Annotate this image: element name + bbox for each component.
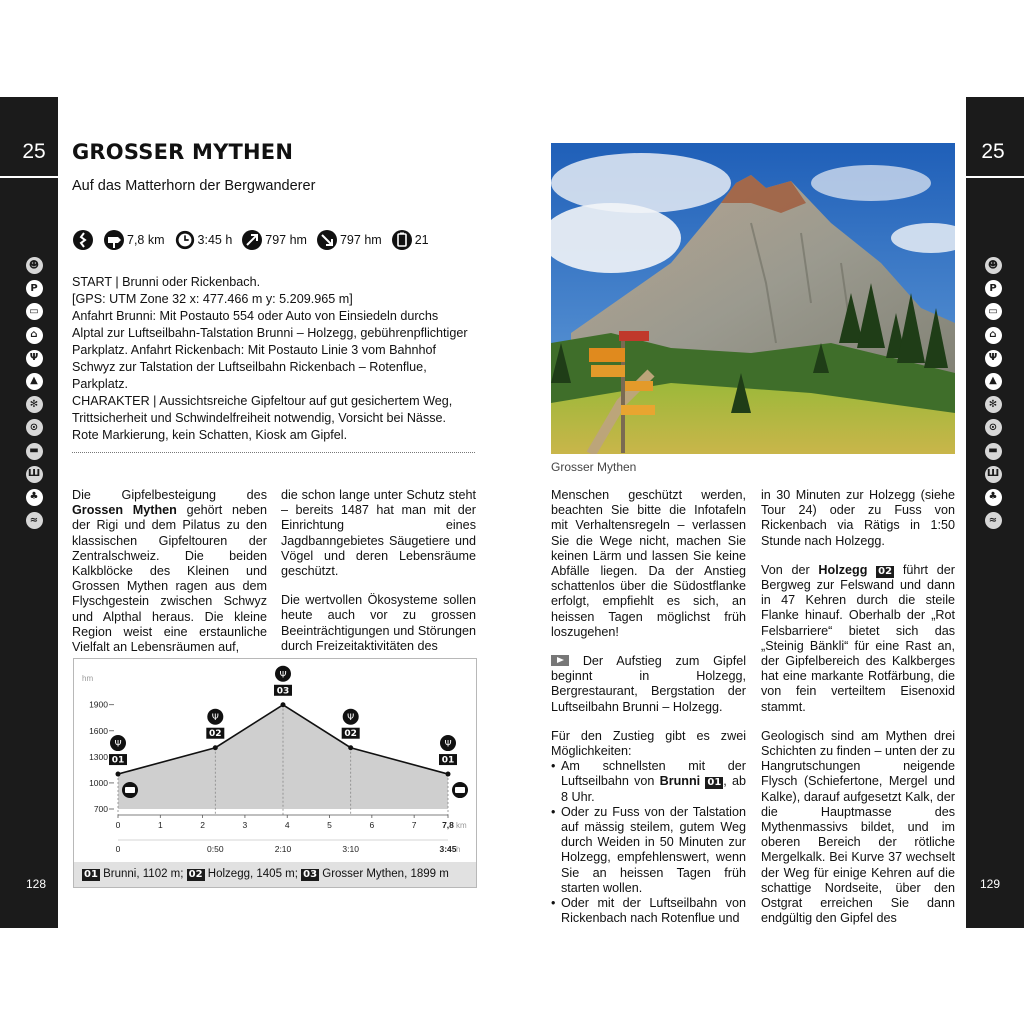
restaurant-icon: Ψ xyxy=(985,350,1002,367)
clock-icon xyxy=(174,229,196,251)
y-tick-label: 1000 xyxy=(89,777,108,788)
elevation-point xyxy=(116,772,121,777)
legend-label-1: 01 xyxy=(84,869,98,880)
text-column-2 xyxy=(281,488,476,668)
x-tick-label: 4 xyxy=(284,820,290,830)
x-unit-label: km xyxy=(456,821,467,830)
parking-icon: P xyxy=(26,280,43,297)
x-tick-label: 1 xyxy=(157,820,163,830)
stat-days: 21 xyxy=(414,233,429,247)
stat-time: 3:45 h xyxy=(197,233,233,247)
list-item: • Oder mit der Luftseilbahn von Rickenbach nach Rotenflue und xyxy=(561,896,746,926)
text-column-3 xyxy=(551,488,746,926)
legend-label-3: 03 xyxy=(303,869,318,880)
waypoint-label: 01 xyxy=(441,755,455,766)
legend-text-2: Holzegg, 1405 m; xyxy=(207,868,298,880)
bus-icon: ▭ xyxy=(26,303,43,320)
photo-caption: Grosser Mythen xyxy=(551,460,637,474)
time-tick-label: 2:10 xyxy=(274,844,292,854)
waypoint-badge: 02 xyxy=(878,565,893,577)
col4-paragraph-1: in 30 Minuten zur Holzegg (siehe Tour 24) oder zu Fuss von Rickenbach via Rätigs in 1:50 Stunde nach Holzegg. xyxy=(761,488,955,548)
waypoint-label: 02 xyxy=(344,729,357,740)
tour-number-left: 25 xyxy=(22,140,46,163)
y-tick-label: 1300 xyxy=(89,751,108,762)
calendar-icon xyxy=(391,229,413,251)
col3-li1-bold: Brunni xyxy=(659,774,701,789)
x-tick-label: 7,8 xyxy=(442,820,454,830)
waypoint-label: 02 xyxy=(209,729,222,740)
x-tick-label: 3 xyxy=(242,820,248,830)
title-rule-right xyxy=(966,176,1024,178)
access-options-list xyxy=(551,759,746,926)
time-tick-label: 3:45 xyxy=(439,844,457,854)
col4-p2-post: führt der Bergweg zur Felswand und dann in 47 Kehren durch die steile Flanke hinauf. Oberhalb der „Rot Felsbarriere“ bietet sich das „Steinig Bänkli“ für eine Rast an, der Gipfelbereich des Kalkberges hat eine markante Rotfärbung, die von fein verteiltem Eisenoxid stammt. xyxy=(761,562,955,714)
waypoint-label: 01 xyxy=(111,755,125,766)
bicycle-icon: ⊙ xyxy=(985,419,1002,436)
elevation-point xyxy=(281,702,286,707)
summit-triangle-icon: ▲ xyxy=(26,373,43,390)
x-tick-label: 7 xyxy=(411,820,417,830)
start-line: START | Brunni oder Rickenbach. xyxy=(72,275,261,289)
col1-bold-name: Grossen Mythen xyxy=(72,503,177,518)
ascent-arrow-icon xyxy=(241,229,263,251)
page-number-right: 129 xyxy=(980,877,1001,891)
time-tick-label: 0:50 xyxy=(207,844,224,854)
bicycle-icon: ⊙ xyxy=(26,419,43,436)
bear-face-icon: ☻ xyxy=(26,257,43,274)
stats-row xyxy=(72,228,429,252)
dotted-separator xyxy=(72,452,475,453)
bed-icon: ▬ xyxy=(985,443,1002,460)
x-tick-label: 6 xyxy=(369,820,375,830)
stat-ascent: 797 hm xyxy=(265,233,307,247)
elevation-point xyxy=(348,745,353,750)
list-item: • Oder zu Fuss von der Talstation auf mässig steilem, gutem Weg durch Weiden in 50 Minuten zur Holzegg, empfehlenswert, wenn Sie an heissen Tagen früh starten wollen. xyxy=(561,805,746,896)
col3-paragraph-2: Der Aufstieg zum Gipfel beginnt in Holzegg, Bergrestaurant, Bergstation der Luftseilbahn Brunni – Holzegg. xyxy=(551,654,747,714)
col3-paragraph-3: Für den Zustieg gibt es zwei Möglichkeiten: xyxy=(551,728,746,759)
y-tick-label: 1900 xyxy=(89,699,108,710)
elevation-point xyxy=(213,745,218,750)
elevation-chart xyxy=(74,659,476,864)
stat-descent: 797 hm xyxy=(339,233,382,247)
bed-icon: ▬ xyxy=(26,443,43,460)
legend-label-2: 02 xyxy=(188,869,203,880)
elevation-point xyxy=(446,772,451,777)
time-unit-label: h xyxy=(456,845,461,854)
tour-number-right: 25 xyxy=(981,140,1005,163)
restaurant-icon-glyph: Ψ xyxy=(211,713,219,724)
museum-icon: Ш xyxy=(26,466,43,483)
col4-paragraph-3: Geologisch sind am Mythen drei Schichten zu finden – unten der zu Hangrutschungen neigende Flysch (Schiefertone, Mergel und Kalke), darauf aufgesetzt Kalk, der die Hauptmasse des Mythenmassivs bildet, und im oberen Bereich der rötliche Mergelkalk. Bei Kurve 37 wechselt der Weg für einige Kehren auf die schattige Nordseite, über den Ostgrat erreichen Sie dann endgültig den Gipfel des xyxy=(761,728,955,926)
sidebar-icons-left xyxy=(5,257,63,535)
sidebar-icons-right xyxy=(964,257,1022,535)
page-subtitle: Auf das Matterhorn der Bergwanderer xyxy=(72,178,316,194)
tree-icon: ♣ xyxy=(985,489,1002,506)
y-tick-label: 700 xyxy=(93,804,108,814)
signpost-icon xyxy=(103,229,125,251)
summit-triangle-icon: ▲ xyxy=(985,373,1002,390)
difficulty-icon xyxy=(72,229,94,251)
gps-line: [GPS: UTM Zone 32 x: 477.466 m y: 5.209.965 m] xyxy=(72,292,353,306)
page-number-left: 128 xyxy=(26,877,47,891)
elevation-profile xyxy=(73,658,477,888)
col3-li1-post: , ab 8 Uhr. xyxy=(561,774,746,804)
restaurant-icon-glyph: Ψ xyxy=(114,739,122,750)
cable-car-icon: ⌂ xyxy=(985,327,1002,344)
x-tick-label: 2 xyxy=(200,820,205,830)
col2-paragraph-2: Die wertvollen Ökosysteme sollen heute auch vor zu grossen Beeinträchtigungen und Störungen durch Freizeitaktivitäten des xyxy=(281,593,476,653)
waypoint-badge: 01 xyxy=(707,777,722,789)
waypoint-legend xyxy=(74,862,476,887)
restaurant-icon-glyph: Ψ xyxy=(347,713,355,724)
bus-icon: ▭ xyxy=(985,303,1002,320)
mountain-photo xyxy=(551,143,955,454)
stat-distance: 7,8 km xyxy=(127,233,165,247)
col4-p2-text: Von der xyxy=(761,562,819,577)
text-column-4 xyxy=(761,488,955,940)
y-unit-label: hm xyxy=(82,674,94,683)
parking-icon: P xyxy=(985,280,1002,297)
col4-p2-bold: Holzegg xyxy=(818,562,868,577)
descent-arrow-icon xyxy=(316,229,338,251)
cable-car-icon-cabin xyxy=(455,787,465,793)
character-text: CHARAKTER | Aussichtsreiche Gipfeltour auf gut gesichertem Weg, Trittsicherheit und Schwindelfreiheit notwendig, Vorsicht bei Nässe. Rote Markierung, kein Schatten, Kiosk am Gipfel. xyxy=(72,394,453,442)
col2-paragraph-1: die schon lange unter Schutz steht – bereits 1487 hat man mit der Einrichtung eines Jagdbanngebietes Säugetiere und Vögel und deren Lebensräume geschützt. xyxy=(281,488,476,579)
x-tick-label: 5 xyxy=(327,820,332,830)
cable-car-icon-cabin xyxy=(125,787,135,793)
cable-car-icon: ⌂ xyxy=(26,327,43,344)
swimming-icon: ≈ xyxy=(26,512,43,529)
x-tick-label: 0 xyxy=(115,820,121,830)
tour-info xyxy=(72,274,472,444)
restaurant-icon-glyph: Ψ xyxy=(279,670,287,681)
col1-text-b: gehört neben der Rigi und dem Pilatus zu den klassischen Gipfeltouren der Zentralschweiz. Die beiden Kalkblöcke des Kleinen und Grossen Mythen ragen aus dem Flyschgestein zwischen Schwyz und Alpthal heraus. Die kleine Region weist eine erstaunliche Vielfalt an Lebensräumen auf, xyxy=(72,503,267,655)
tree-icon: ♣ xyxy=(26,489,43,506)
text-column-1 xyxy=(72,488,267,669)
time-tick-label: 0 xyxy=(115,844,121,854)
restaurant-icon: Ψ xyxy=(26,350,43,367)
museum-icon: Ш xyxy=(985,466,1002,483)
snowflake-icon: ✻ xyxy=(26,396,43,413)
col3-li1-text: Am schnellsten mit der Luftseilbahn von xyxy=(561,759,746,789)
legend-text-1: Brunni, 1102 m; xyxy=(103,868,184,880)
play-marker-icon xyxy=(551,655,569,666)
list-item xyxy=(561,759,746,805)
approach-text: Anfahrt Brunni: Mit Postauto 554 oder Auto von Einsiedeln durchs Alptal zur Luftseilbahn-Talstation Brunni – Holzegg, gebührenpflichtiger Parkplatz. Anfahrt Rickenbach: Mit Postauto Linie 3 vom Bahnhof Schwyz zur Talstation der Luftseilbahn Rickenbach – Rotenflue, Parkplatz. xyxy=(72,309,468,391)
time-tick-label: 3:10 xyxy=(342,844,359,854)
legend-text-3: Grosser Mythen, 1899 m xyxy=(322,868,449,880)
col1-text-a: Die Gipfelbesteigung des xyxy=(72,488,267,502)
swimming-icon: ≈ xyxy=(985,512,1002,529)
snowflake-icon: ✻ xyxy=(985,396,1002,413)
bear-face-icon: ☻ xyxy=(985,257,1002,274)
y-tick-label: 1600 xyxy=(89,725,108,736)
restaurant-icon-glyph: Ψ xyxy=(444,739,452,750)
page-title: GROSSER MYTHEN xyxy=(72,140,294,164)
col3-paragraph-1: Menschen geschützt werden, beachten Sie bitte die Infotafeln mit Verhaltensregeln – verlassen Sie die Wege nicht, machen Sie keinen Lärm und lassen Sie keine Abfälle liegen. Da der Anstieg schattenlos über die Südostflanke erfolgt, empfiehlt es sich, an heissen Tagen möglichst früh loszugehen! xyxy=(551,488,746,639)
waypoint-label: 03 xyxy=(276,686,290,697)
